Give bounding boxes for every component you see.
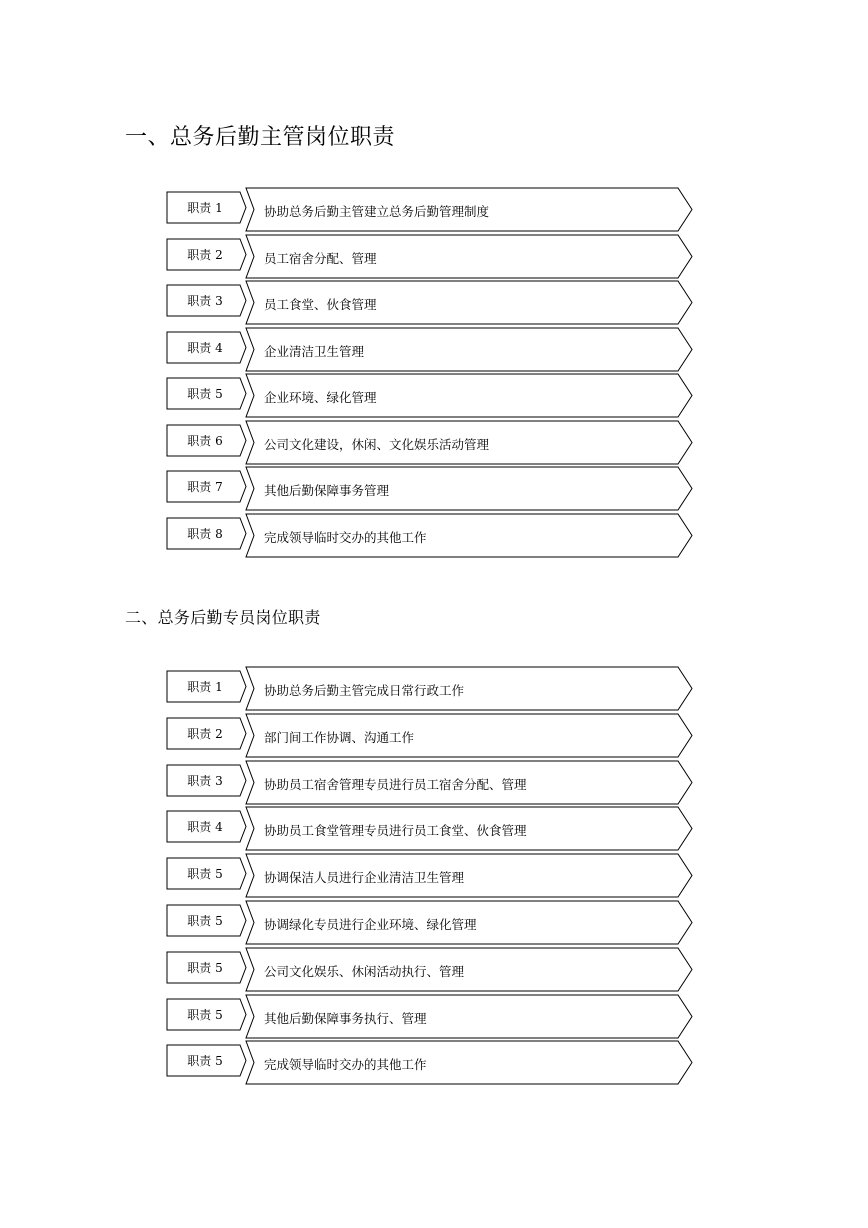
duty-label: 职责 3 [187,773,223,788]
duty-row-shapes [166,714,696,760]
duty-text: 完成领导临时交办的其他工作 [264,529,427,545]
section2-duty-row-4 [166,807,696,847]
duty-row-shapes [166,281,696,327]
duty-row-shapes [166,995,696,1041]
duty-text: 其他后勤保障事务管理 [264,483,390,498]
section2-duty-row-6 [166,901,696,941]
duty-label: 职责 2 [187,726,223,741]
section2-duty-row-5 [166,854,696,894]
section1-duty-row-1 [166,188,696,228]
section1-duty-row-7 [166,467,696,507]
section2-duty-row-2 [166,714,696,754]
duty-label: 职责 1 [187,201,223,215]
duty-label: 职责 5 [187,867,223,882]
section1-duty-row-2 [166,235,696,275]
duty-text: 协调保洁人员进行企业清洁卫生管理 [264,870,465,886]
section2-duty-row-1 [166,667,696,707]
duty-row-shapes [166,235,696,281]
duty-label: 职责 5 [187,1054,223,1069]
duty-label: 职责 7 [187,480,223,494]
duty-row-shapes [166,514,696,560]
duty-text: 协调绿化专员进行企业环境、绿化管理 [264,917,477,932]
duty-label: 职责 5 [187,960,223,975]
duty-label: 职责 6 [187,433,223,448]
duty-text: 企业清洁卫生管理 [264,343,365,359]
duty-label: 职责 5 [187,387,223,401]
duty-label: 职责 8 [187,526,223,541]
section2-duty-row-8 [166,995,696,1035]
duty-row-shapes [166,1041,696,1087]
duty-row-shapes [166,374,696,420]
duty-label: 职责 4 [187,820,223,835]
duty-row-shapes [166,467,696,513]
section1-duty-row-5 [166,374,696,414]
section2-title: 二、总务后勤专员岗位职责 [125,608,321,627]
duty-text: 其他后勤保障事务执行、管理 [264,1010,427,1026]
duty-text: 协助员工食堂管理专员进行员工食堂、伙食管理 [264,823,527,839]
section2-duty-row-9 [166,1041,696,1081]
duty-text: 协助总务后勤主管完成日常行政工作 [264,683,465,698]
section2-duty-row-7 [166,948,696,988]
section1-duty-row-4 [166,328,696,368]
duty-label: 职责 5 [187,1007,223,1022]
section1-duty-row-3 [166,281,696,321]
duty-text: 员工宿舍分配、管理 [264,250,377,266]
duty-text: 部门间工作协调、沟通工作 [264,729,415,745]
duty-label: 职责 2 [187,247,223,262]
section1-duty-row-8 [166,514,696,554]
duty-text: 协助总务后勤主管建立总务后勤管理制度 [264,204,490,219]
section2-duty-row-3 [166,761,696,801]
section1-title: 一、总务后勤主管岗位职责 [125,125,396,150]
duty-label: 职责 4 [187,340,223,355]
duty-label: 职责 3 [187,294,223,308]
duty-text: 公司文化娱乐、休闲活动执行、管理 [264,963,465,979]
duty-label: 职责 1 [187,680,223,694]
section1-duty-row-6 [166,421,696,461]
duty-text: 完成领导临时交办的其他工作 [264,1057,427,1073]
duty-text: 公司文化建设，休闲、文化娱乐活动管理 [264,436,490,452]
duty-text: 员工食堂、伙食管理 [264,297,377,312]
duty-text: 协助员工宿舍管理专员进行员工宿舍分配、管理 [264,776,527,792]
duty-label: 职责 5 [187,914,223,928]
duty-text: 企业环境、绿化管理 [264,390,377,405]
duty-row-shapes [166,328,696,374]
